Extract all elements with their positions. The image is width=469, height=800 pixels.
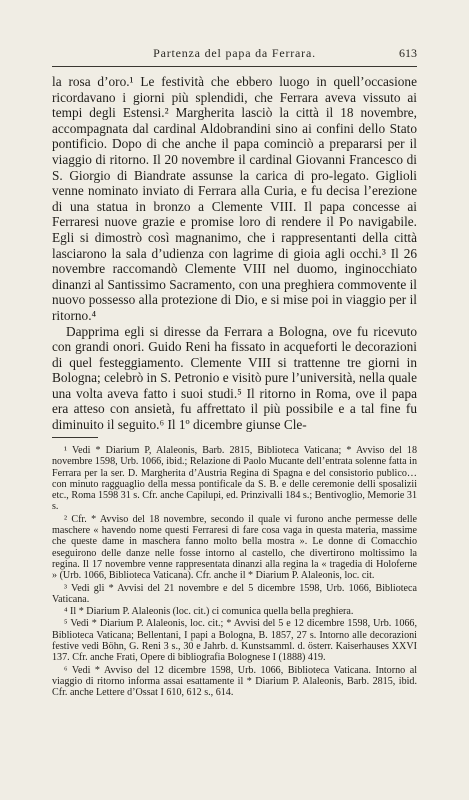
- running-head-title: Partenza del papa da Ferrara.: [153, 46, 316, 60]
- footnote: ⁴ Il * Diarium P. Alaleonis (loc. cit.) ci comunica quella bella preghiera.: [64, 606, 354, 618]
- page-number: 613: [399, 46, 417, 60]
- body-text: [52, 74, 417, 433]
- footnote-rule: [52, 437, 98, 438]
- body-paragraph: Dapprima egli si diresse da Ferrara a Bologna, ove fu ricevuto con grandi onori. Guido Reni ha fissato in acqueforti le decorazioni di quel festeggiamento. Clemente VIII si trattenne tre giorni in Bologna; celebrò in S. Petronio e visitò pure l’università, nella quale una volta aveva fatto i suoi studi.⁵ Il ritorno in Roma, ove il papa era atteso con ansietà, fu affrettato il più possibile e a tal fine fu diminuito il seguito.⁶ Il 1º dicembre giunse Cle-: [52, 323, 417, 433]
- footnote: ² Cfr. * Avviso del 18 novembre, secondo il quale vi furono anche permesse delle maschere « havendo nome questi Ferraresi di fare cosa vaga in questa materia, massime che queste dame in maschera fanno molto bella mostra ». Le donne di Comacchio eseguirono delle danze nelle fosse intorno al castello, che divertirono moltissimo la regina. Il 17 novembre venne rappresentata dinanzi alla regina la « tragedia di Holoferne » (Urb. 1066, Biblioteca Vaticana). Cfr. anche il * Diarium P. Alaleonis, loc. cit.: [52, 513, 417, 582]
- footnote: ³ Vedi gli * Avvisi del 21 novembre e del 5 dicembre 1598, Urb. 1066, Biblioteca Vaticana.: [52, 582, 417, 605]
- running-head: [52, 46, 417, 62]
- footnote: ¹ Vedi * Diarium P, Alaleonis, Barb. 2815, Biblioteca Vaticana; * Avviso del 18 novembre 1598, Urb. 1066, ibid.; Relazione di Paolo Mucante dell’entrata solenne fatta in Ferrara per la ser. D. Margherita d’Austria Regina di Spagna e del consistorio publico… con minuto ragguaglio della messa pontificale da S. B. e delle ceremonie delli sposalizii etc., Roma 1598 31 s. Cfr. anche Capilupi, ed. Prinzivalli 184 s.; Bentivoglio, Memorie 31 s.: [52, 445, 418, 513]
- footnote: ⁵ Vedi * Diarium P. Alaleonis, loc. cit.; * Avvisi del 5 e 12 dicembre 1598, Urb. 1066, Biblioteca Vaticana; Bellentani, I papi a Bologna, B. 1857, 27 s. Intorno alle decorazioni festive vedi Böhn, G. Reni 3 s., 30 e Jahrb. d. Kunstsamml. d. österr. Kaiserhauses XXVI 137. Cfr. anche Frati, Opere di bibliografia Bolognese I (1888) 419.: [52, 618, 417, 664]
- footnote: ⁶ Vedi * Avviso del 12 dicembre 1598, Urb. 1066, Biblioteca Vaticana. Intorno al viaggio di ritorno informa assai esattamente il * Diarium P. Alaleonis, Barb. 2815, ibid. Cfr. anche Lettere d’Ossat I 610, 612 s., 614.: [52, 664, 417, 699]
- body-paragraph: la rosa d’oro.¹ Le festività che ebbero luogo in quell’occasione ricordavano i giorni più splendidi, che Ferrara aveva vissuto ai tempi degli Estensi.² Margherita lasciò la città il 18 novembre, accompagnata dal cardinal Aldobrandini sino ai confini dello Stato pontificio. Dopo di che anche il papa cominciò a prepararsi per il viaggio di ritorno. Il 20 novembre il cardinal Giovanni Francesco di S. Giorgio di Biandrate assunse la carica di pro-legato. Giglioli venne nominato inviato di Ferrara alla Curia, e fu decisa l’erezione di una statua in bronzo a Clemente VIII. Il papa concesse ai Ferraresi nuove grazie e promise loro di rendere il Po navigabile. Egli si dimostrò così magnanimo, che i rappresentanti della città lasciarono la sala d’udienza con lagrime di gioia agli occhi.³ Il 26 novembre raccomandò Clemente VIII nel duomo, inginocchiato dinanzi al Santissimo Sacramento, con una preghiera commovente il nuovo possesso alla protezione di Dio, e si mise poi in viaggio per il ritorno.⁴: [52, 74, 417, 323]
- footnotes: [52, 445, 417, 699]
- header-rule: [52, 66, 417, 67]
